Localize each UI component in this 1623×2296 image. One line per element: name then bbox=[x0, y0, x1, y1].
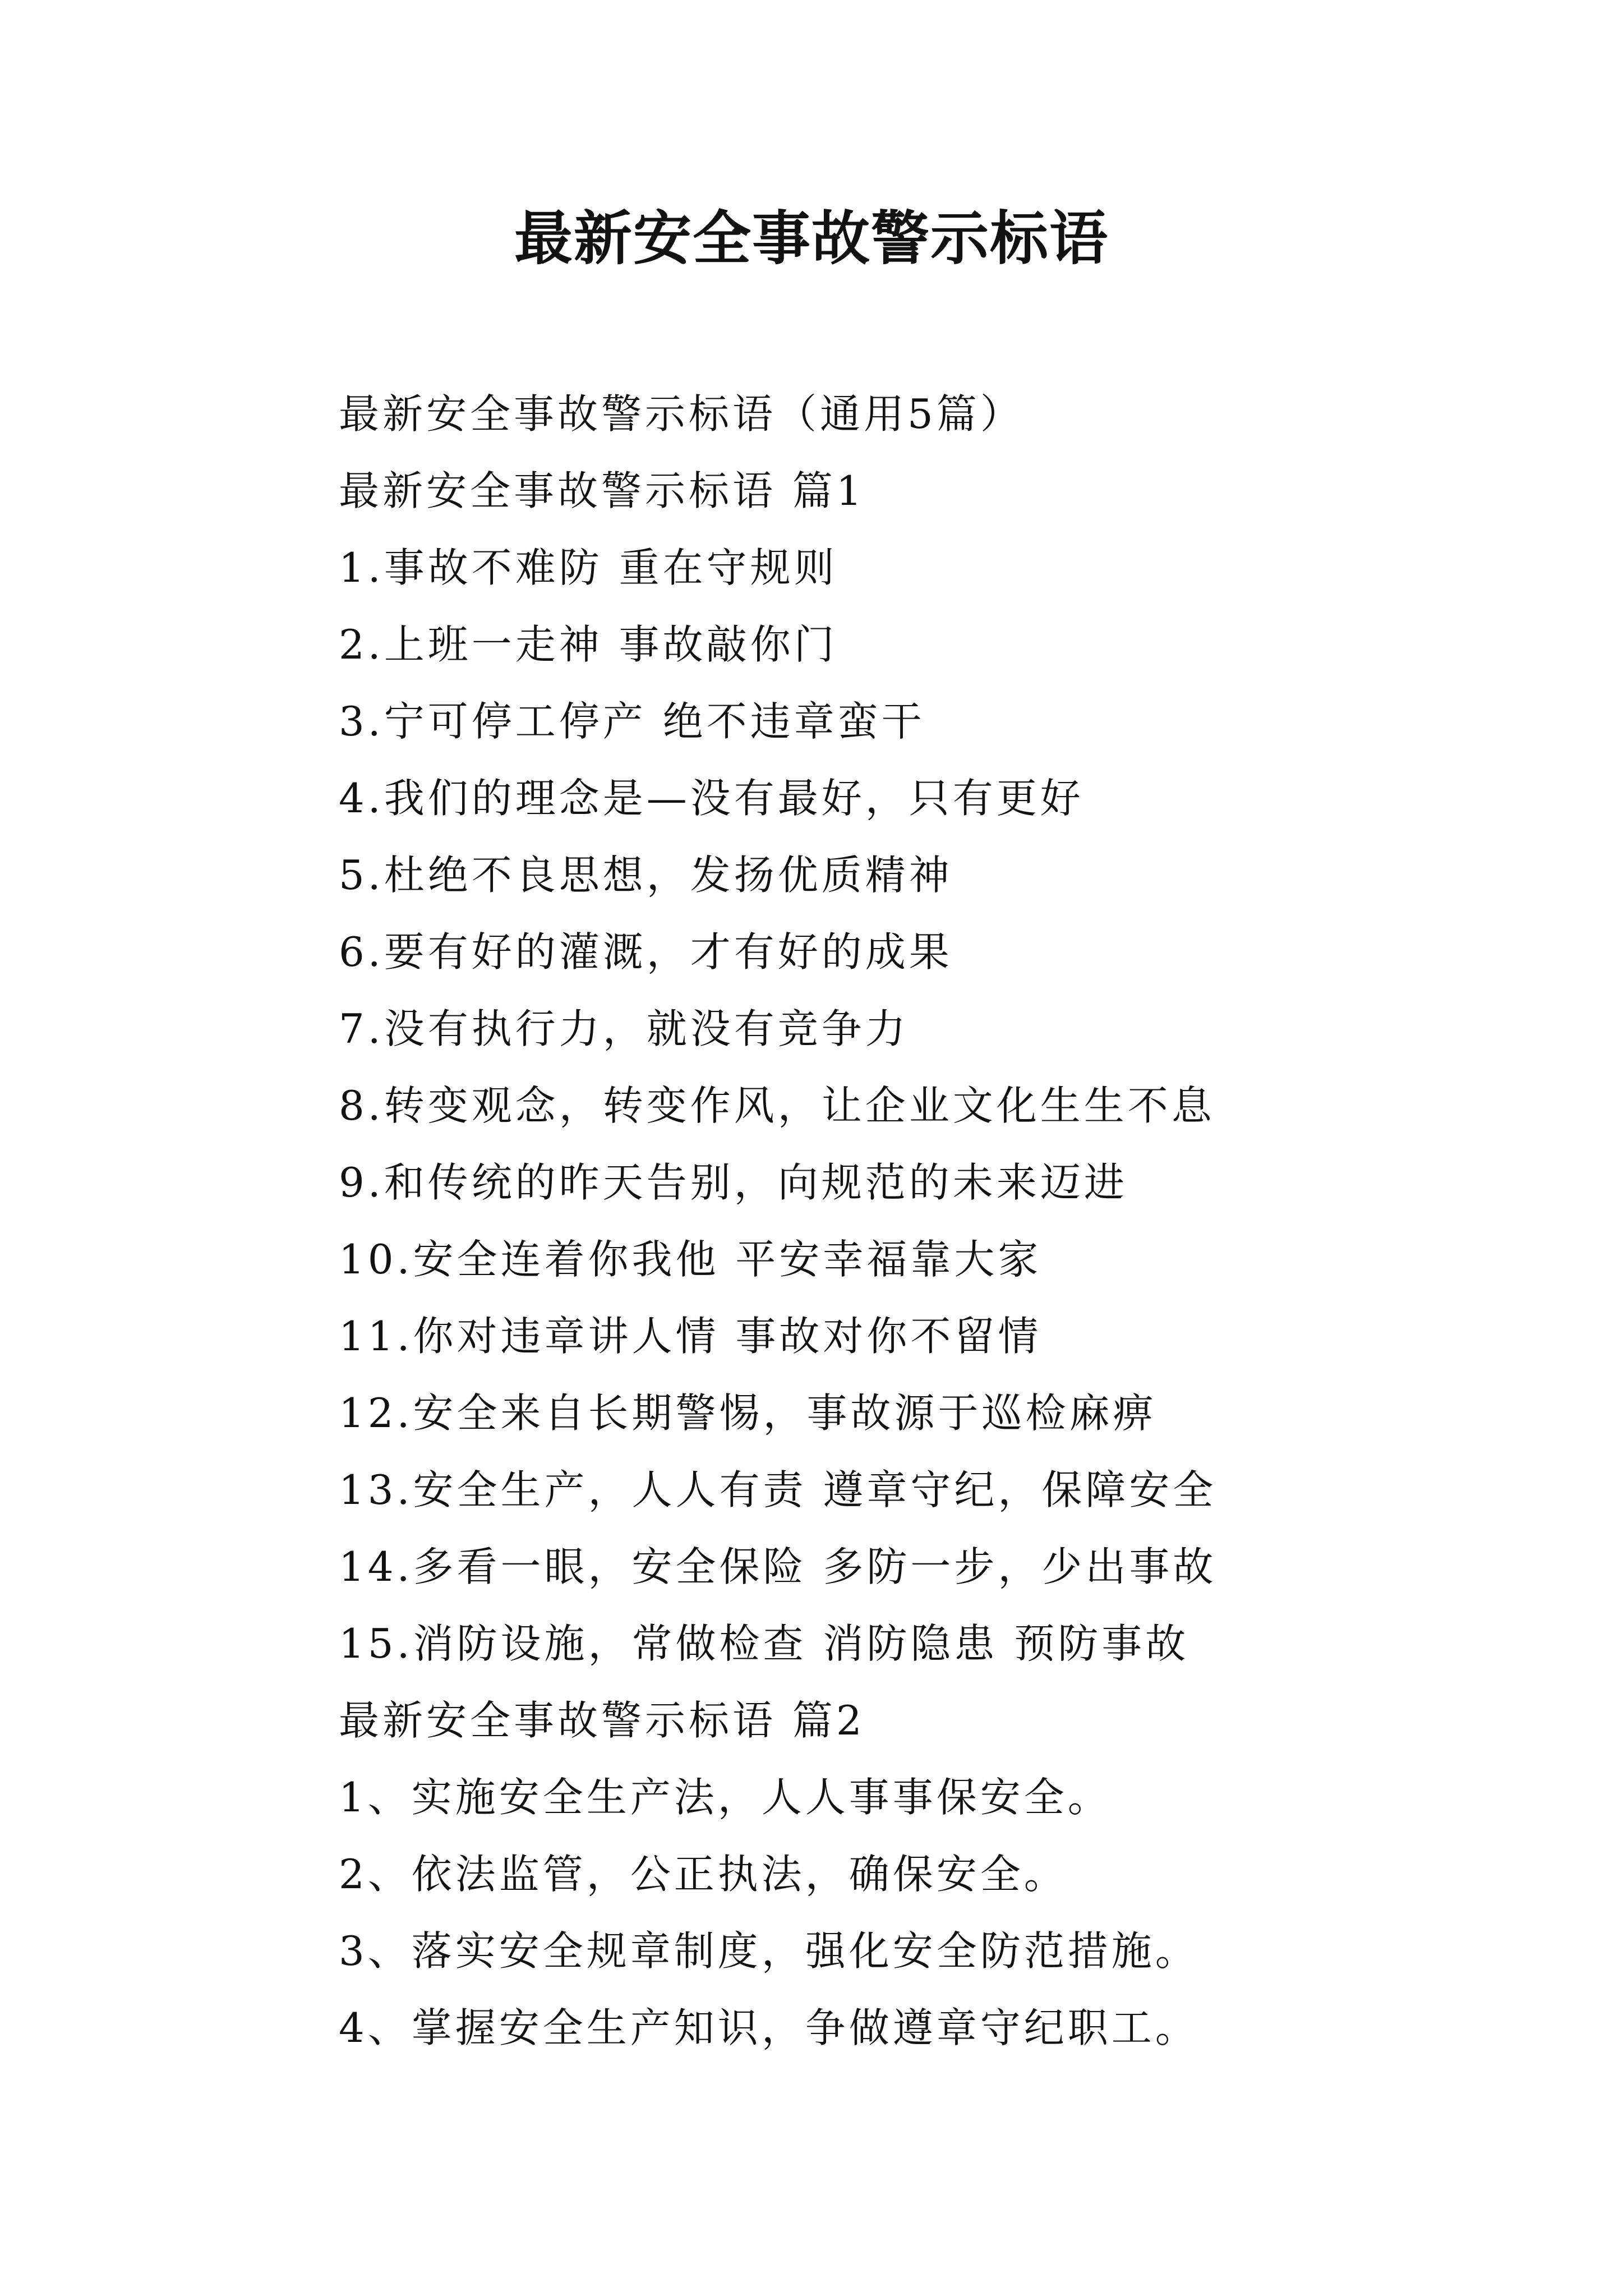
slogan-line: 1.事故不难防 重在守规则 bbox=[339, 544, 838, 591]
slogan-line: 11.你对违章讲人情 事故对你不留情 bbox=[339, 1313, 1042, 1360]
document-title: 最新安全事故警示标语 bbox=[514, 204, 1109, 273]
section-heading-1: 最新安全事故警示标语 篇1 bbox=[339, 467, 865, 514]
slogan-line: 4.我们的理念是—没有最好，只有更好 bbox=[339, 775, 1084, 822]
slogan-line: 15.消防设施，常做检查 消防隐患 预防事故 bbox=[339, 1620, 1189, 1667]
slogan-line: 2、依法监管，公正执法，确保安全。 bbox=[339, 1851, 1068, 1898]
document-body bbox=[339, 376, 1573, 2067]
slogan-line: 8.转变观念，转变作风，让企业文化生生不息 bbox=[339, 1082, 1215, 1129]
slogan-line: 14.多看一眼，安全保险 多防一步，少出事故 bbox=[339, 1543, 1217, 1590]
slogan-line: 1、实施安全生产法，人人事事保安全。 bbox=[339, 1774, 1112, 1821]
slogan-line: 3、落实安全规章制度，强化安全防范措施。 bbox=[339, 1927, 1199, 1975]
slogan-line: 5.杜绝不良思想，发扬优质精神 bbox=[339, 852, 953, 899]
slogan-line: 6.要有好的灌溉，才有好的成果 bbox=[339, 928, 953, 976]
slogan-line: 7.没有执行力，就没有竞争力 bbox=[339, 1005, 909, 1052]
section-heading-2: 最新安全事故警示标语 篇2 bbox=[339, 1697, 865, 1744]
slogan-line: 4、掌握安全生产知识，争做遵章守纪职工。 bbox=[339, 2004, 1199, 2051]
slogan-line: 12.安全来自长期警惕，事故源于巡检麻痹 bbox=[339, 1389, 1157, 1437]
slogan-line: 9.和传统的昨天告别，向规范的未来迈进 bbox=[339, 1159, 1128, 1206]
slogan-line: 2.上班一走神 事故敲你门 bbox=[339, 621, 838, 668]
slogan-line: 10.安全连着你我他 平安幸福靠大家 bbox=[339, 1236, 1042, 1283]
slogan-line: 13.安全生产，人人有责 遵章守纪，保障安全 bbox=[339, 1466, 1217, 1513]
slogan-line: 3.宁可停工停产 绝不违章蛮干 bbox=[339, 698, 925, 745]
document-subtitle: 最新安全事故警示标语（通用5篇） bbox=[339, 390, 1024, 438]
